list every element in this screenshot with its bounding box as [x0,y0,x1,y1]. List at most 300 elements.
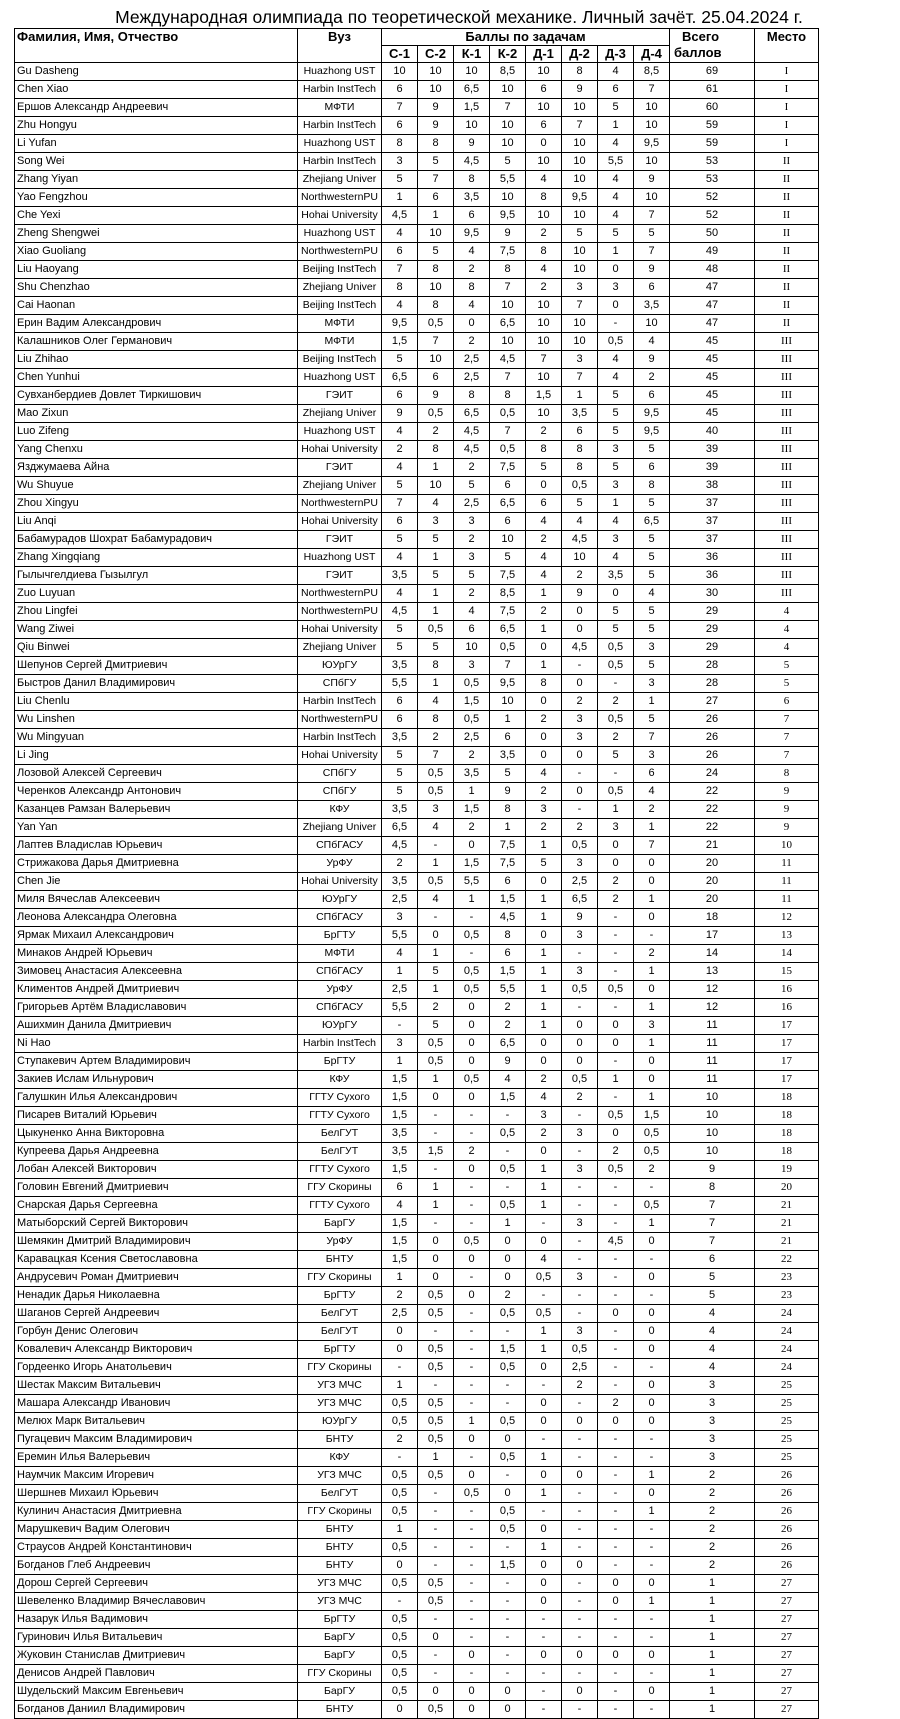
cell-total: 2 [670,1503,755,1521]
cell-c1: - [382,1449,418,1467]
cell-c2: 10 [418,279,454,297]
cell-d4: 2 [634,945,670,963]
cell-d3: 0,5 [598,639,634,657]
cell-d2: - [562,1251,598,1269]
cell-name: Головин Евгений Дмитриевич [15,1179,298,1197]
cell-place: 26 [755,1539,819,1557]
cell-d4: - [634,1539,670,1557]
cell-total: 37 [670,495,755,513]
cell-name: Матыборский Сергей Викторович [15,1215,298,1233]
cell-d4: 10 [634,99,670,117]
cell-name: Ашихмин Данила Дмитриевич [15,1017,298,1035]
cell-d3: 3 [598,477,634,495]
cell-university: СПбГУ [298,783,382,801]
cell-d3: 3 [598,531,634,549]
cell-k2: 8,5 [490,63,526,81]
cell-c1: 1,5 [382,1215,418,1233]
cell-d4: 5 [634,603,670,621]
cell-name: Chen Xiao [15,81,298,99]
cell-d3: 5,5 [598,153,634,171]
cell-total: 1 [670,1683,755,1701]
cell-name: Song Wei [15,153,298,171]
cell-c2: 5 [418,639,454,657]
cell-d2: - [562,1665,598,1683]
cell-k2: - [490,1539,526,1557]
cell-d3: 0,5 [598,657,634,675]
cell-k2: 7,5 [490,459,526,477]
cell-name: Гуринович Илья Витальевич [15,1629,298,1647]
table-row [15,729,819,747]
cell-k1: 10 [454,639,490,657]
cell-name: Марушкевич Вадим Олегович [15,1521,298,1539]
cell-name: Каравацкая Ксения Светославовна [15,1251,298,1269]
cell-place: 4 [755,621,819,639]
cell-total: 26 [670,711,755,729]
cell-k1: 9,5 [454,225,490,243]
cell-place: 27 [755,1629,819,1647]
cell-k1: - [454,1305,490,1323]
cell-k1: 0,5 [454,963,490,981]
cell-d1: 4 [526,261,562,279]
cell-total: 3 [670,1395,755,1413]
cell-d1: 1 [526,981,562,999]
cell-place: 25 [755,1449,819,1467]
cell-d4: 9 [634,261,670,279]
cell-d3: 3 [598,441,634,459]
cell-place: 4 [755,639,819,657]
cell-d3: 0,5 [598,981,634,999]
cell-d1: 1 [526,1017,562,1035]
cell-d1: 1 [526,621,562,639]
cell-d1: 1 [526,585,562,603]
table-row [15,99,819,117]
cell-place: 4 [755,603,819,621]
cell-name: Ni Hao [15,1035,298,1053]
cell-name: Лозовой Алексей Сергеевич [15,765,298,783]
cell-d1: - [526,1611,562,1629]
cell-c2: 0,5 [418,1593,454,1611]
table-row [15,1017,819,1035]
cell-c2: - [418,1665,454,1683]
cell-total: 22 [670,783,755,801]
cell-university: ГГТУ Сухого [298,1089,382,1107]
cell-c2: 1 [418,207,454,225]
cell-d4: 4 [634,585,670,603]
cell-k1: - [454,1665,490,1683]
cell-d1: 10 [526,297,562,315]
cell-university: Hohai University [298,207,382,225]
cell-d2: 0,5 [562,1341,598,1359]
table-row [15,963,819,981]
cell-name: Бабамурадов Шохрат Бабамурадович [15,531,298,549]
cell-d3: - [598,1431,634,1449]
cell-d2: - [562,657,598,675]
cell-c2: 6 [418,369,454,387]
cell-d2: 0,5 [562,477,598,495]
cell-d1: 1 [526,1197,562,1215]
cell-d3: - [598,1287,634,1305]
cell-c2: 0,5 [418,405,454,423]
cell-c1: 6 [382,1179,418,1197]
cell-place: 9 [755,783,819,801]
cell-name: Шепунов Сергей Дмитриевич [15,657,298,675]
cell-d2: 0 [562,621,598,639]
cell-c1: 5 [382,531,418,549]
cell-university: СПбГАСУ [298,837,382,855]
cell-place: II [755,261,819,279]
table-row [15,1341,819,1359]
cell-place: 23 [755,1287,819,1305]
cell-d3: 0,5 [598,1107,634,1125]
cell-place: 25 [755,1377,819,1395]
cell-c1: 5 [382,783,418,801]
cell-k2: 1,5 [490,1089,526,1107]
cell-c1: 5,5 [382,927,418,945]
cell-k1: - [454,1107,490,1125]
cell-c2: - [418,1539,454,1557]
cell-k1: 0 [454,1683,490,1701]
cell-name: Wu Mingyuan [15,729,298,747]
cell-k1: - [454,1197,490,1215]
cell-total: 22 [670,819,755,837]
cell-d3: 3,5 [598,567,634,585]
cell-total: 21 [670,837,755,855]
cell-k1: - [454,1125,490,1143]
cell-d3: - [598,675,634,693]
cell-d4: 0 [634,1485,670,1503]
cell-c2: 1 [418,1449,454,1467]
cell-university: ГЭИТ [298,567,382,585]
cell-d3: 0,5 [598,783,634,801]
cell-d2: 3 [562,855,598,873]
cell-d2: 0 [562,1017,598,1035]
cell-d3: 0 [598,1647,634,1665]
cell-d2: 8 [562,459,598,477]
cell-d3: - [598,963,634,981]
cell-university: УрФУ [298,1233,382,1251]
cell-k2: 0 [490,1701,526,1719]
cell-place: II [755,189,819,207]
cell-k2: - [490,1107,526,1125]
cell-total: 61 [670,81,755,99]
cell-k2: - [490,1575,526,1593]
cell-c1: 2,5 [382,981,418,999]
cell-d3: - [598,315,634,333]
cell-c2: 9 [418,387,454,405]
cell-c2: 0,5 [418,621,454,639]
cell-d1: 10 [526,207,562,225]
cell-c2: 0 [418,1251,454,1269]
cell-d1: 0 [526,1413,562,1431]
cell-c2: 0,5 [418,1701,454,1719]
cell-d1: 0 [526,1647,562,1665]
cell-d4: - [634,927,670,945]
cell-k2: - [490,1323,526,1341]
cell-name: Язджумаева Айна [15,459,298,477]
cell-university: СПбГАСУ [298,909,382,927]
cell-place: 26 [755,1557,819,1575]
cell-c2: - [418,1521,454,1539]
table-row [15,603,819,621]
cell-k2: 8,5 [490,585,526,603]
cell-k2: 0,5 [490,1197,526,1215]
cell-d3: - [598,1251,634,1269]
table-row [15,801,819,819]
cell-place: 10 [755,837,819,855]
cell-d4: 9 [634,351,670,369]
cell-d3: 3 [598,279,634,297]
cell-d3: 0 [598,1593,634,1611]
cell-d3: - [598,1683,634,1701]
cell-d1: 1 [526,909,562,927]
cell-total: 53 [670,153,755,171]
cell-d1: 1 [526,1323,562,1341]
cell-d1: 1 [526,1539,562,1557]
cell-university: ГГУ Скорины [298,1665,382,1683]
cell-university: СПбГУ [298,675,382,693]
cell-d1: 10 [526,405,562,423]
table-row [15,387,819,405]
cell-place: III [755,495,819,513]
cell-d2: 3 [562,711,598,729]
cell-k2: 0,5 [490,1305,526,1323]
cell-total: 60 [670,99,755,117]
cell-university: Huazhong UST [298,549,382,567]
cell-place: 7 [755,711,819,729]
cell-d1: 0 [526,693,562,711]
cell-d1: 1 [526,891,562,909]
cell-total: 2 [670,1557,755,1575]
cell-total: 45 [670,405,755,423]
cell-c1: 1 [382,1377,418,1395]
cell-d3: - [598,1053,634,1071]
cell-c2: 7 [418,747,454,765]
cell-c1: 4,5 [382,603,418,621]
cell-place: 27 [755,1701,819,1719]
cell-c1: 1,5 [382,1089,418,1107]
cell-d2: 10 [562,99,598,117]
cell-name: Жуковин Станислав Дмитриевич [15,1647,298,1665]
cell-d3: - [598,765,634,783]
cell-d3: 0 [598,261,634,279]
table-row [15,63,819,81]
cell-university: ГГТУ Сухого [298,1161,382,1179]
cell-d2: - [562,1395,598,1413]
cell-k2: 7,5 [490,837,526,855]
cell-k2: 10 [490,189,526,207]
cell-university: Huazhong UST [298,225,382,243]
cell-d3: - [598,1557,634,1575]
cell-d4: - [634,1611,670,1629]
cell-d4: 3 [634,639,670,657]
cell-d4: 0 [634,1305,670,1323]
cell-university: Harbin InstTech [298,117,382,135]
cell-d4: - [634,1251,670,1269]
cell-d4: 0 [634,1269,670,1287]
cell-name: Liu Chenlu [15,693,298,711]
cell-k1: - [454,1341,490,1359]
cell-name: Ершов Александр Андреевич [15,99,298,117]
table-row [15,1107,819,1125]
cell-k2: - [490,1377,526,1395]
cell-d1: 6 [526,81,562,99]
cell-c1: 4 [382,945,418,963]
table-row [15,441,819,459]
table-row [15,189,819,207]
cell-place: 16 [755,981,819,999]
cell-c2: - [418,909,454,927]
cell-d4: 0 [634,1683,670,1701]
cell-d1: 10 [526,369,562,387]
cell-d1: 4 [526,171,562,189]
cell-d3: 1 [598,801,634,819]
cell-place: 21 [755,1215,819,1233]
cell-k1: 1,5 [454,801,490,819]
cell-d1: 2 [526,279,562,297]
cell-d4: - [634,1179,670,1197]
cell-c2: - [418,837,454,855]
cell-place: 18 [755,1089,819,1107]
table-row [15,135,819,153]
cell-total: 29 [670,639,755,657]
cell-c2: 9 [418,117,454,135]
cell-k2: 9,5 [490,675,526,693]
cell-c2: 0,5 [418,1287,454,1305]
cell-d3: - [598,1323,634,1341]
cell-d2: 9 [562,81,598,99]
cell-d3: 0 [598,585,634,603]
cell-k1: 0 [454,1089,490,1107]
cell-name: Luo Zifeng [15,423,298,441]
cell-c1: 5 [382,747,418,765]
cell-k1: - [454,1215,490,1233]
cell-d2: 2,5 [562,1359,598,1377]
cell-c1: 1 [382,1269,418,1287]
cell-d1: 8 [526,675,562,693]
cell-d2: 6 [562,423,598,441]
cell-k1: - [454,1377,490,1395]
cell-k2: 1 [490,711,526,729]
cell-place: 16 [755,999,819,1017]
cell-total: 2 [670,1539,755,1557]
cell-c1: 6,5 [382,369,418,387]
cell-d4: 10 [634,315,670,333]
cell-total: 7 [670,1197,755,1215]
table-header [15,29,819,63]
cell-k2: 9 [490,225,526,243]
cell-d1: 0 [526,1395,562,1413]
cell-c2: 0,5 [418,1359,454,1377]
cell-total: 50 [670,225,755,243]
cell-total: 39 [670,441,755,459]
cell-total: 18 [670,909,755,927]
cell-total: 49 [670,243,755,261]
cell-total: 22 [670,801,755,819]
cell-d4: 10 [634,189,670,207]
cell-k2: 7 [490,423,526,441]
cell-d2: 0 [562,1413,598,1431]
cell-c1: 0,5 [382,1395,418,1413]
cell-d1: 4 [526,765,562,783]
cell-university: БрГТУ [298,1053,382,1071]
cell-d1: - [526,1701,562,1719]
cell-d4: 0 [634,1071,670,1089]
cell-university: ГГУ Скорины [298,1359,382,1377]
cell-place: 26 [755,1467,819,1485]
cell-c2: 8 [418,441,454,459]
cell-university: Hohai University [298,747,382,765]
cell-university: МФТИ [298,945,382,963]
cell-d2: 0,5 [562,1071,598,1089]
cell-k2: 2 [490,1017,526,1035]
cell-place: 23 [755,1269,819,1287]
cell-d1: 1 [526,657,562,675]
cell-d2: 7 [562,117,598,135]
cell-total: 52 [670,207,755,225]
cell-university: NorthwesternPU [298,603,382,621]
table-row [15,1197,819,1215]
cell-name: Снарская Дарья Сергеевна [15,1197,298,1215]
cell-place: 21 [755,1197,819,1215]
table-row [15,783,819,801]
cell-k2: 10 [490,297,526,315]
cell-k2: 6,5 [490,315,526,333]
cell-university: БНТУ [298,1557,382,1575]
cell-k2: 0,5 [490,639,526,657]
cell-name: Сувханбердиев Довлет Тиркишович [15,387,298,405]
cell-c2: 0 [418,1683,454,1701]
cell-d3: - [598,1089,634,1107]
cell-d1: 0 [526,135,562,153]
cell-k2: 7,5 [490,855,526,873]
cell-k1: 0 [454,1647,490,1665]
cell-name: Закиев Ислам Ильнурович [15,1071,298,1089]
cell-d2: - [562,1305,598,1323]
cell-k1: 10 [454,63,490,81]
cell-c1: 3,5 [382,567,418,585]
cell-c1: 0,5 [382,1647,418,1665]
cell-d1: 3 [526,1107,562,1125]
cell-place: 13 [755,927,819,945]
cell-d3: - [598,1377,634,1395]
cell-c1: 7 [382,495,418,513]
cell-k1: - [454,1449,490,1467]
cell-d1: 1 [526,837,562,855]
cell-d2: - [562,765,598,783]
cell-d3: 1 [598,117,634,135]
cell-total: 11 [670,1071,755,1089]
cell-k1: 0 [454,1701,490,1719]
cell-k2: 5 [490,153,526,171]
cell-d1: - [526,1665,562,1683]
cell-k2: 5,5 [490,171,526,189]
cell-name: Черенков Александр Антонович [15,783,298,801]
cell-place: 27 [755,1683,819,1701]
cell-c2: 5 [418,153,454,171]
cell-university: Zhejiang Univer [298,171,382,189]
cell-c2: 0,5 [418,1575,454,1593]
cell-d4: 3 [634,747,670,765]
cell-place: 18 [755,1107,819,1125]
cell-d4: 6 [634,387,670,405]
cell-university: УГЗ МЧС [298,1467,382,1485]
cell-c2: 0 [418,927,454,945]
table-row [15,1647,819,1665]
cell-k1: 0 [454,999,490,1017]
cell-c1: 0,5 [382,1683,418,1701]
cell-name: Шевеленко Владимир Вячеславович [15,1593,298,1611]
cell-k2: 0 [490,1683,526,1701]
